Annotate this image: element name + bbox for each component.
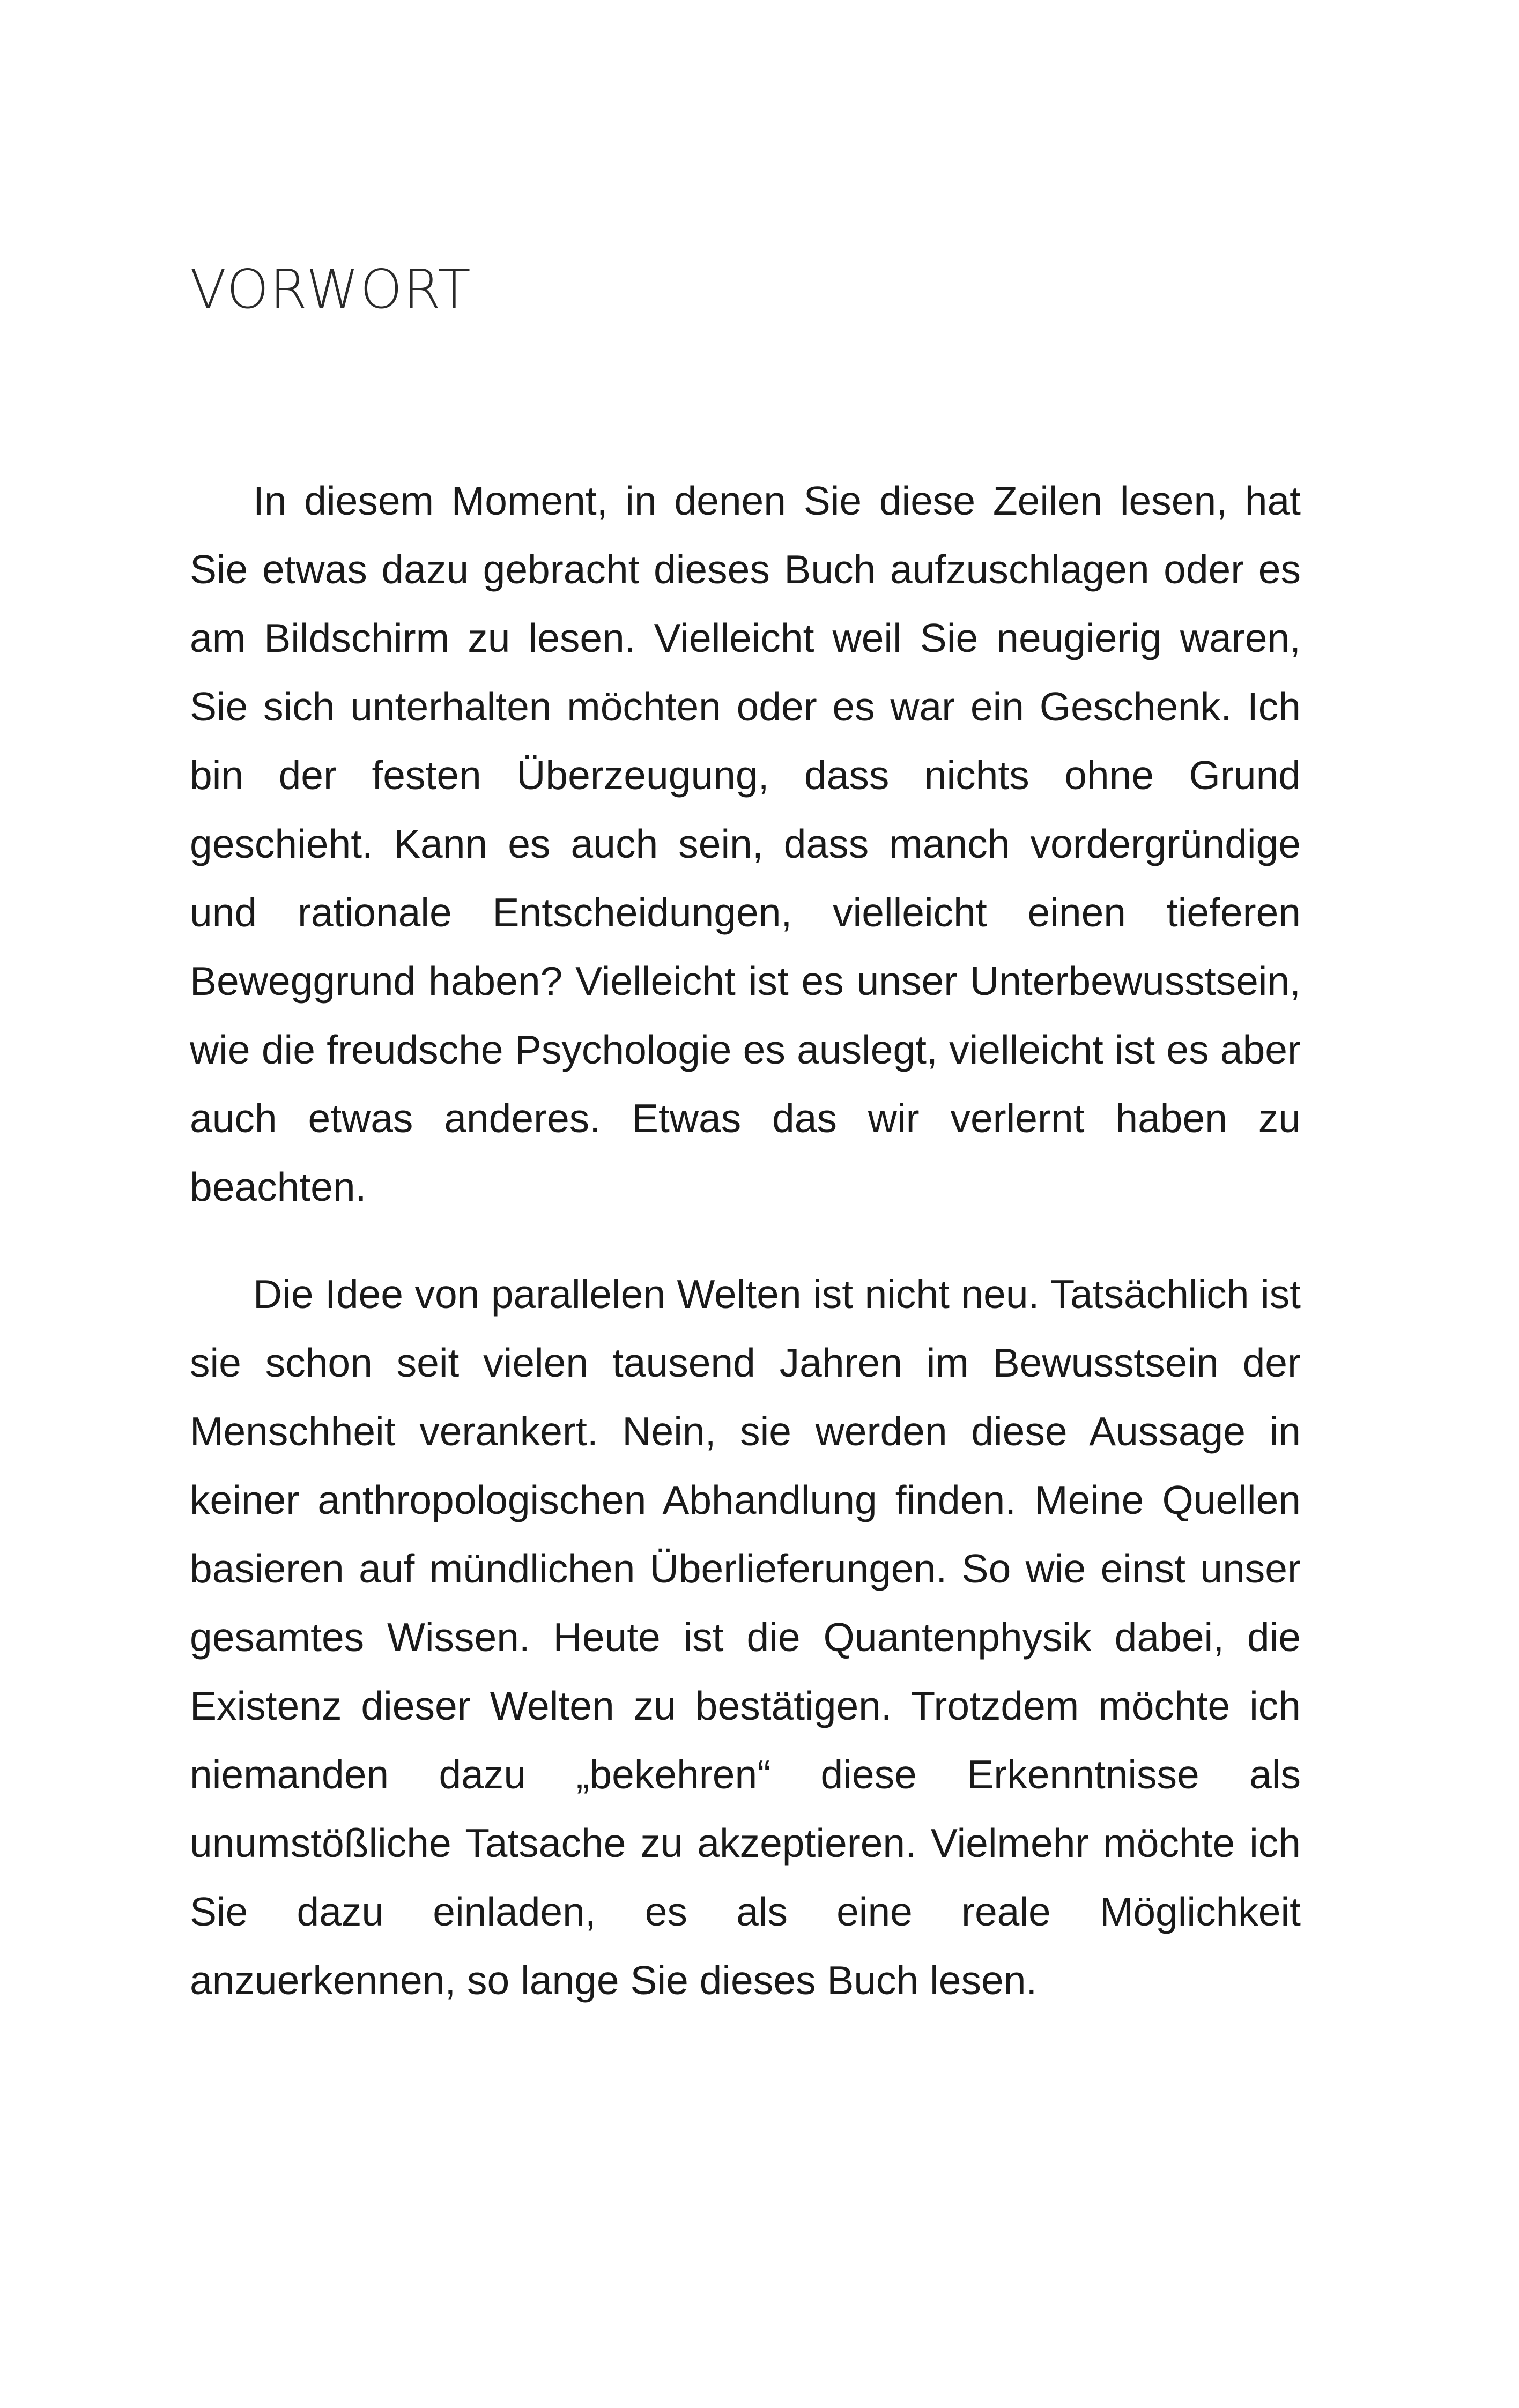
body-text [190,466,1301,2053]
paragraph-2: Die Idee von parallelen Welten ist nicht neu. Tatsächlich ist sie schon seit vielen tausend Jahren im Bewusstsein der Menschheit verankert. Nein, sie werden diese Aussage in keiner anthropologischen Abhandlung finden. Meine Quellen basieren auf mündlichen Überlieferungen. So wie einst unser gesamtes Wissen. Heute ist die Quantenphysik dabei, die Existenz dieser Welten zu bestätigen. Trotzdem möchte ich niemanden dazu „bekehren“ diese Erkenntnisse als unumstößliche Tatsache zu akzeptieren. Vielmehr möchte ich Sie dazu einladen, es als eine reale Möglichkeit anzuerkennen, so lange Sie dieses Buch lesen. [190,1272,1301,2003]
paragraph-1: In diesem Moment, in denen Sie diese Zeilen lesen, hat Sie etwas dazu gebracht dieses Buch aufzuschlagen oder es am Bildschirm zu lesen. Vielleicht weil Sie neugierig waren, Sie sich unterhalten möchten oder es war ein Geschenk. Ich bin der festen Überzeugung, dass nichts ohne Grund geschieht. Kann es auch sein, dass manch vordergründige und rationale Entscheidungen, vielleicht einen tieferen Beweggrund haben? Vielleicht ist es unser Unterbewusstsein, wie die freudsche Psychologie es auslegt, vielleicht ist es aber auch etwas anderes. Etwas das wir verlernt haben zu beachten. [190,478,1301,1209]
chapter-heading: VORWORT [190,258,472,321]
